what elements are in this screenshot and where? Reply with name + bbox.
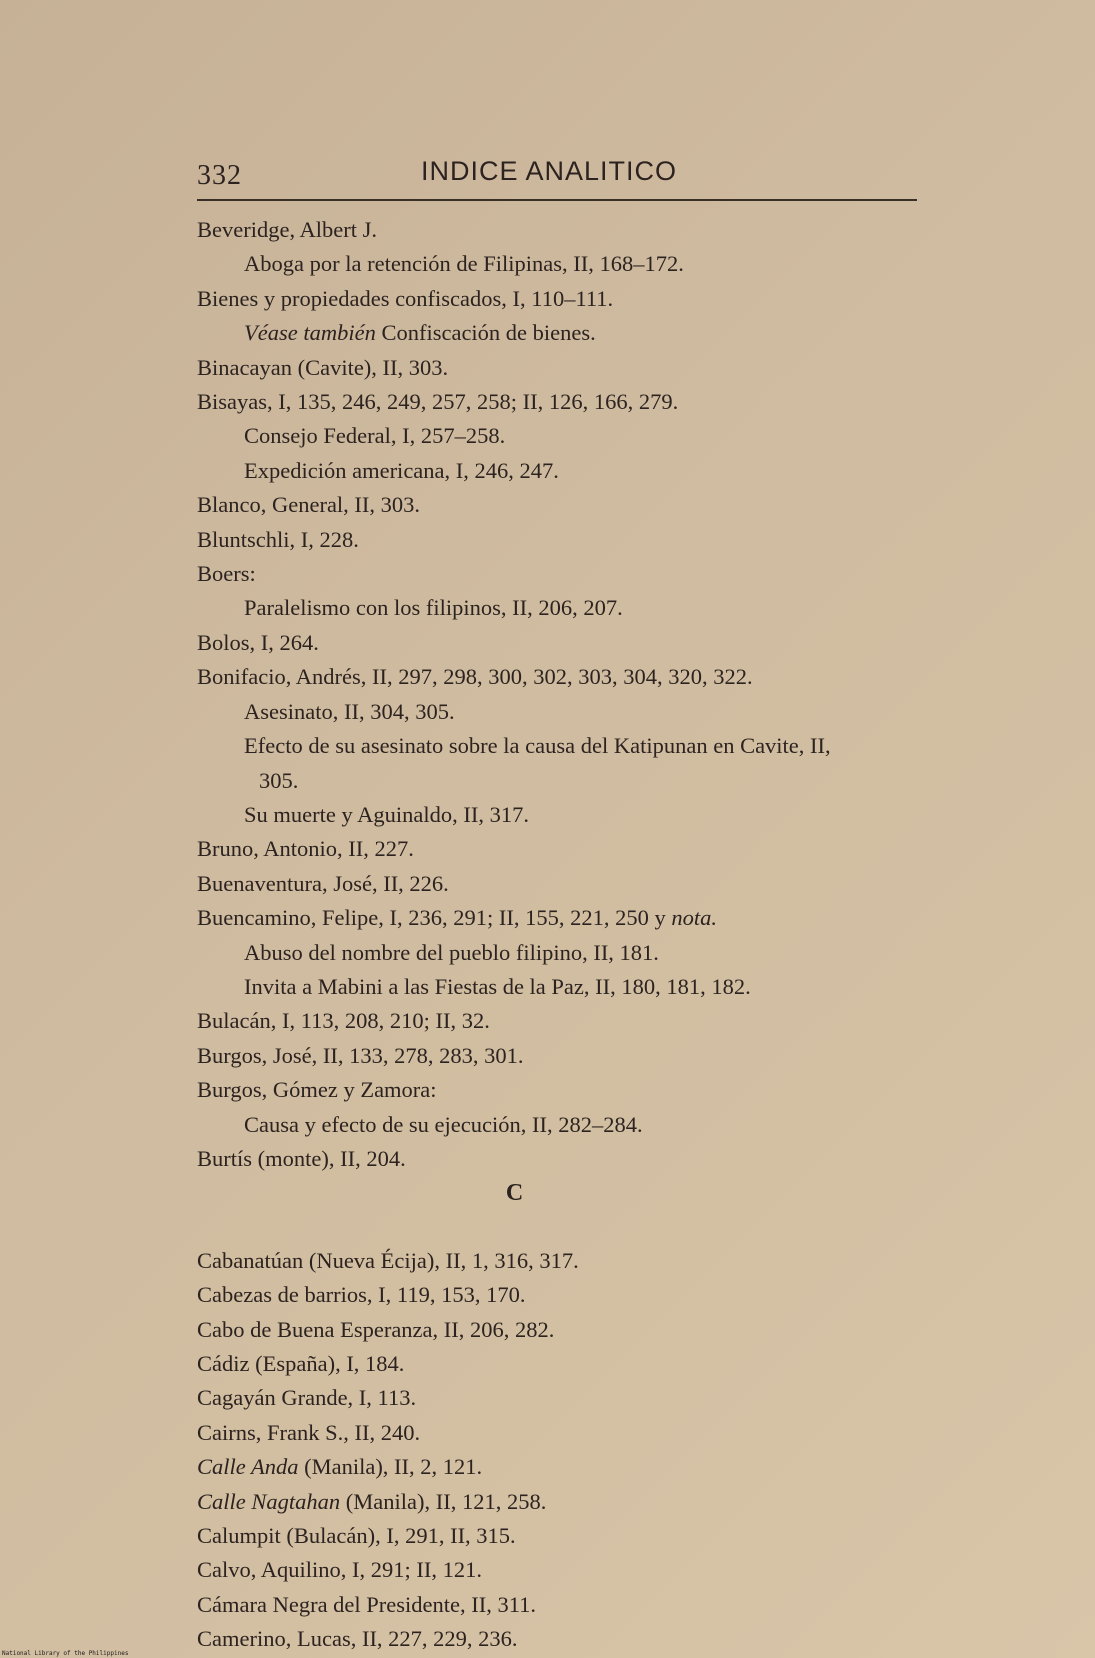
index-entry: Bonifacio, Andrés, II, 297, 298, 300, 302, 303, 304, 320, 322.	[197, 664, 753, 690]
index-entry: Cagayán Grande, I, 113.	[197, 1385, 417, 1411]
entry-text: Buencamino, Felipe, I, 236, 291; II, 155, 221, 250 y	[197, 905, 672, 931]
index-subentry	[197, 316, 937, 350]
header-rule	[197, 199, 917, 201]
index-entry: Cabezas de barrios, I, 119, 153, 170.	[197, 1282, 526, 1308]
index-subentry: Invita a Mabini a las Fiestas de la Paz, II, 180, 181, 182.	[244, 973, 751, 999]
cross-reference-target: Confiscación de bienes.	[375, 320, 596, 346]
index-subentry: Su muerte y Aguinaldo, II, 317.	[244, 801, 529, 827]
index-entry: Cairns, Frank S., II, 240.	[197, 1419, 421, 1445]
subentry-continuation: 305.	[259, 767, 299, 793]
page-header	[197, 156, 917, 200]
index-entry: Bruno, Antonio, II, 227.	[197, 836, 414, 862]
index-entry: Blanco, General, II, 303.	[197, 492, 421, 518]
index-entry	[197, 901, 937, 935]
index-subentry	[197, 729, 937, 798]
index-entry: Bolos, I, 264.	[197, 629, 319, 655]
index-entry: Burtís (monte), II, 204.	[197, 1145, 406, 1171]
index-entry: Cabo de Buena Esperanza, II, 206, 282.	[197, 1316, 555, 1342]
index-entry: Bulacán, I, 113, 208, 210; II, 32.	[197, 1008, 490, 1034]
index-entry: Boers:	[197, 561, 256, 587]
index-entry: Beveridge, Albert J.	[197, 217, 377, 242]
index-subentry: Abuso del nombre del pueblo filipino, II, 181.	[244, 939, 659, 965]
section-letter-heading: C	[505, 1180, 524, 1207]
index-subentry: Causa y efecto de su ejecución, II, 282–284.	[244, 1111, 643, 1137]
index-subentry: Expedición americana, I, 246, 247.	[244, 457, 559, 483]
index-entry: Burgos, Gómez y Zamora:	[197, 1077, 437, 1103]
street-name: Calle Anda	[197, 1454, 299, 1480]
index-subentry: Paralelismo con los filipinos, II, 206, 207.	[244, 595, 623, 621]
running-title: INDICE ANALITICO	[421, 156, 678, 186]
index-entry: Calvo, Aquilino, I, 291; II, 121.	[197, 1557, 482, 1583]
index-entry: Bienes y propiedades confiscados, I, 110–111.	[197, 285, 614, 311]
index-entry: Binacayan (Cavite), II, 303.	[197, 354, 449, 380]
cross-reference-label: Véase también	[244, 320, 376, 346]
index-entry: Bisayas, I, 135, 246, 249, 257, 258; II, 126, 166, 279.	[197, 389, 679, 415]
subentry-text: Efecto de su asesinato sobre la causa del Katipunan en Cavite, II,	[244, 733, 831, 759]
page-number: 332	[197, 160, 242, 191]
index-entry: Bluntschli, I, 228.	[197, 526, 359, 552]
index-subentry: Asesinato, II, 304, 305.	[244, 698, 455, 724]
index-entry: Cabanatúan (Nueva Écija), II, 1, 316, 317.	[197, 1247, 579, 1273]
note-label: nota.	[671, 905, 717, 931]
entry-text: (Manila), II, 2, 121.	[298, 1454, 483, 1480]
index-list	[197, 213, 937, 1657]
index-entry	[197, 1450, 937, 1484]
index-entry: Camerino, Lucas, II, 227, 229, 236.	[197, 1626, 518, 1652]
index-subentry: Aboga por la retención de Filipinas, II, 168–172.	[244, 251, 684, 277]
entry-text: (Manila), II, 121, 258.	[340, 1488, 547, 1514]
index-entry: Burgos, José, II, 133, 278, 283, 301.	[197, 1042, 524, 1068]
library-credit: National Library of the Philippines	[2, 1650, 129, 1657]
index-subentry: Consejo Federal, I, 257–258.	[244, 423, 506, 449]
index-entry: Buenaventura, José, II, 226.	[197, 870, 449, 896]
street-name: Calle Nagtahan	[197, 1488, 341, 1514]
index-entry: Cámara Negra del Presidente, II, 311.	[197, 1591, 537, 1617]
index-entry: Calumpit (Bulacán), I, 291, II, 315.	[197, 1523, 516, 1549]
index-entry: Cádiz (España), I, 184.	[197, 1351, 405, 1376]
index-entry	[197, 1485, 937, 1519]
